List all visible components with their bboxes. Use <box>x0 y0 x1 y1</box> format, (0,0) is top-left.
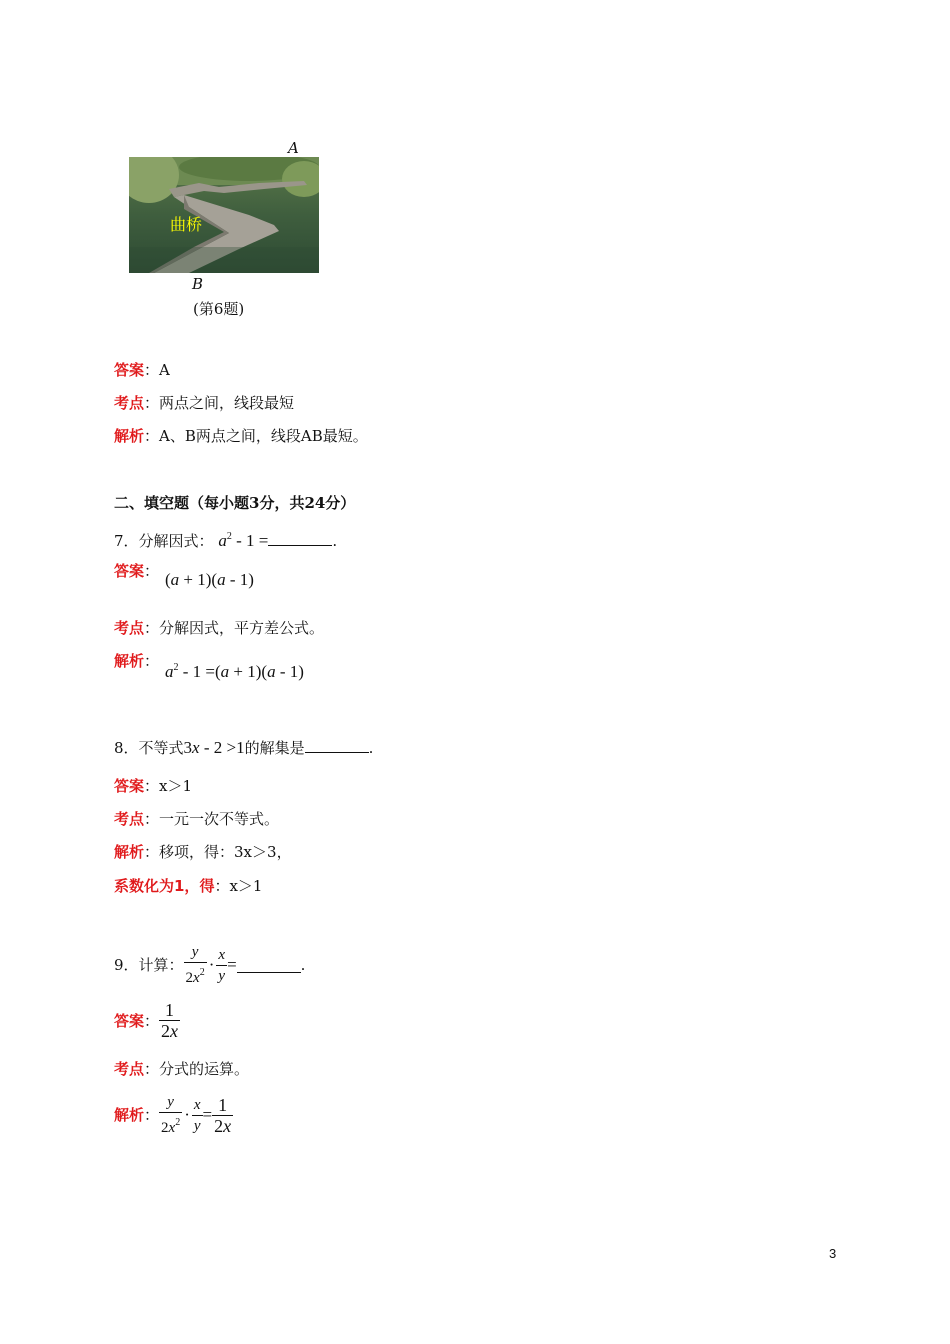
colon: ： <box>144 652 160 670</box>
q7-point-line <box>114 618 324 638</box>
q6-analysis-line <box>114 426 368 446</box>
q8-inequality: 3x - 2 >1 <box>183 738 245 757</box>
point-label: 考点 <box>114 619 145 637</box>
analysis-label: 解析 <box>114 652 145 670</box>
answer-label: 答案 <box>114 1011 145 1030</box>
fraction-1-over-2x: $\frac{1}{2x}$ <box>214 1094 232 1136</box>
q7-expression: $a^2 - 1$ = <box>218 531 269 550</box>
q7-answer-math: (a + 1)(a - 1) <box>165 570 254 589</box>
analysis-label: 解析 <box>114 1106 145 1124</box>
label-b: B <box>192 275 204 293</box>
q9-point: ：分式的运算。 <box>144 1060 250 1078</box>
q7-analysis-line <box>114 651 159 671</box>
q6-answer-line <box>114 360 170 380</box>
colon: ： <box>144 562 160 580</box>
q8-point-line <box>114 809 279 829</box>
q6-point: ：两点之间，线段最短 <box>144 394 295 412</box>
q7-prefix: 7．分解因式： <box>114 532 214 550</box>
point-label: 考点 <box>114 394 145 412</box>
fraction-y-over-2x2: $\frac{y}{2x^2}$ <box>161 1094 181 1136</box>
q6-answer: ：A <box>144 361 170 379</box>
q9-prefix: 9．计算： <box>114 956 184 974</box>
analysis-label: 解析 <box>114 427 145 445</box>
answer-label: 答案 <box>114 361 145 379</box>
colon: ： <box>144 1011 160 1030</box>
bridge-photo <box>129 157 319 273</box>
q9-blank <box>237 958 301 973</box>
q7-blank <box>268 531 332 546</box>
fraction-y-over-2x2: $\frac{y}{2x^2}$ <box>185 944 205 986</box>
q8-answer-line <box>114 776 192 796</box>
fraction-x-over-y: $\frac{x}{y}$ <box>218 946 226 984</box>
fraction-x-over-y: $\frac{x}{y}$ <box>193 1096 201 1134</box>
q9-analysis-line: 解析 ： $\frac{y}{2x^2}$ · $\frac{x}{y}$ = $\frac{1}{2x}$ <box>114 1094 232 1136</box>
analysis-label: 解析 <box>114 843 145 861</box>
q8-prefix: 8．不等式 <box>114 739 184 757</box>
q8-blank <box>305 738 369 753</box>
q8-coef-value: ：x＞1 <box>214 877 263 895</box>
q8-answer: ：x＞1 <box>144 777 193 795</box>
photo-label: 曲桥 <box>170 215 203 234</box>
q8-question: 8．不等式3x - 2 >1的解集是 . <box>114 738 374 757</box>
q8-analysis-line <box>114 842 292 862</box>
answer-label: 答案 <box>114 777 145 795</box>
bridge-photo-svg <box>129 157 319 273</box>
q6-point-line <box>114 393 294 413</box>
label-a: A <box>288 139 299 157</box>
q8-suffix: 的解集是 <box>244 739 305 757</box>
q7-answer-line <box>114 561 159 581</box>
point-label: 考点 <box>114 1060 145 1078</box>
figure-caption: (第6题) <box>193 300 245 318</box>
q9-point-line <box>114 1059 249 1079</box>
point-label: 考点 <box>114 810 145 828</box>
q7-point: ：分解因式，平方差公式。 <box>144 619 325 637</box>
answer-label: 答案 <box>114 562 145 580</box>
section-title: 二、填空题（每小题3分，共24分） <box>114 494 356 512</box>
q9-answer-line <box>114 1000 180 1041</box>
q6-analysis: ：A、B两点之间，线段AB最短。 <box>144 427 368 445</box>
q7-analysis-math: $a^2 - 1 =(a + 1)(a - 1)$ <box>165 662 304 681</box>
q8-analysis: ：移项，得：3x＞3， <box>144 843 292 861</box>
q8-point: ：一元一次不等式。 <box>144 810 280 828</box>
page-number: 3 <box>829 1246 837 1261</box>
q9-question: 9．计算： $\frac{y}{2x^2}$ · $\frac{x}{y}$ = . <box>114 944 306 986</box>
colon: ： <box>144 1106 160 1124</box>
q8-coef-line <box>114 876 262 896</box>
q7-question: 7．分解因式： $a^2 - 1$ = . <box>114 531 338 550</box>
fraction-1-over-2x: $\frac{1}{2x}$ <box>161 1000 179 1041</box>
coef-label: 系数化为1，得 <box>114 877 215 895</box>
